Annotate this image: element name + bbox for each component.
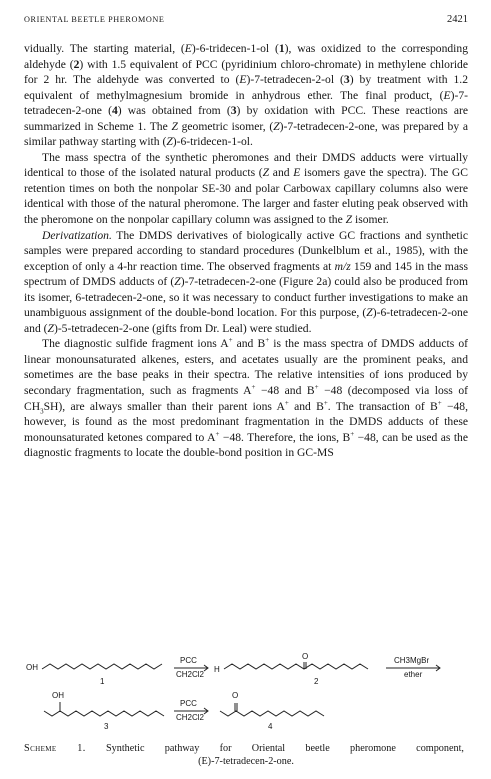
compound-4-number: 4 <box>268 722 273 731</box>
synthesis-scheme <box>24 652 468 735</box>
paragraph-2: The mass spectra of the synthetic pheromones and their DMDS adducts were virtually identical to those of the isolated natural products (Z and E isomers gave the spectra). The GC retention times on both the nonpolar SE-30 and polar Carbowax capillary columns also were identical with those of the natural pheromone. The larger and faster eluting peak observed with the pheromone on the nonpolar capillary column was assigned to the Z isomer. <box>24 150 468 227</box>
body-text <box>24 41 468 461</box>
compound-2-chain <box>224 664 368 669</box>
compound-1-chain <box>42 664 162 669</box>
paragraph-3: Derivatization. The DMDS derivatives of biologically active GC fractions and synthetic samples were prepared according to standard procedures (Dunkelblum et al., 1985), with the exception of only a 4-hr reaction time. The observed fragments at m/z 159 and 145 in the mass spectrum of DMDS adducts of (Z)-7-tetradecen-2-one (Figure 2a) could also be produced from its isomer, 6-tetradecen-2-one, so it was necessary to conduct further investigations to make an unambiguous assignment of the double-bond location. For this purpose, (Z)-6-tetradecen-2-one and (Z)-5-tetradecen-2-one (gifts from Dr. Leal) were studied. <box>24 228 468 335</box>
scheme-drawing <box>24 655 468 735</box>
page-number: 2421 <box>447 14 468 25</box>
caption-label: Scheme 1. <box>24 743 86 754</box>
running-head <box>24 14 468 28</box>
running-title: ORIENTAL BEETLE PHEROMONE <box>24 15 165 24</box>
o-label-compound-2: O <box>302 652 309 661</box>
paragraph-1: vidually. The starting material, (E)-6-tridecen-1-ol (1), was oxidized to the corresponding aldehyde (2) with 1.5 equivalent of PCC (pyridinium chloro-chromate) in methylene chloride for 2 hr. The aldehyde was converted to (E)-7-tetradecen-2-ol (3) by treatment with 1.2 equivalent of methylmagnesium bromide in anhydrous ether. The final product, (E)-7-tetradecen-2-one (4) was obtained from (3) by oxidation with PCC. These reactions are summarized in Scheme 1. The Z geometric isomer, (Z)-7-tetradecen-2-one, was prepared by a similar pathway starting with (Z)-6-tridecen-1-ol. <box>24 42 468 149</box>
compound-3-number: 3 <box>104 722 109 731</box>
oh-label-compound-1: OH <box>26 663 38 672</box>
reagent-2-top: CH3MgBr <box>394 656 430 665</box>
reagent-1-top: PCC <box>180 656 197 665</box>
h-label: H <box>214 665 220 674</box>
caption-line-2: (E)-7-tetradecen-2-one. <box>198 756 294 767</box>
reagent-3-top: PCC <box>180 699 197 708</box>
compound-2-number: 2 <box>314 677 319 686</box>
compound-4-chain <box>220 711 324 716</box>
reagent-1-bottom: CH2Cl2 <box>176 670 205 679</box>
compound-1-number: 1 <box>100 677 105 686</box>
compound-3-chain <box>44 711 164 716</box>
reagent-2-bottom: ether <box>404 670 423 679</box>
scheme-caption <box>24 742 468 768</box>
caption-line-1: Synthetic pathway for Oriental beetle pheromone component, <box>106 743 464 754</box>
paragraph-4: The diagnostic sulfide fragment ions A+ and B+ is the mass spectra of DMDS adducts of linear monounsaturated alkenes, esters, and acetates usually are the prominent peaks, and sometimes are the base peaks in their spectra. The relative intensities of ions produced by secondary fragmentation, such as fragments A+ −48 and B+ −48 (decomposed via loss of $CH_3SH$), are always smaller than their parent ions A+ and B+. The transaction of B+ −48, however, is found as the most predominant fragmentation in the DMDS adducts of these monounsaturated ketones compared to A+ −48. Therefore, the ions, B+ −48, can be used as the diagnostic fragments to locate the double-bond position in GC-MS <box>24 336 468 460</box>
o-label-compound-4: O <box>232 691 239 700</box>
reagent-3-bottom: CH2Cl2 <box>176 713 205 722</box>
oh-label-compound-3: OH <box>52 691 64 700</box>
